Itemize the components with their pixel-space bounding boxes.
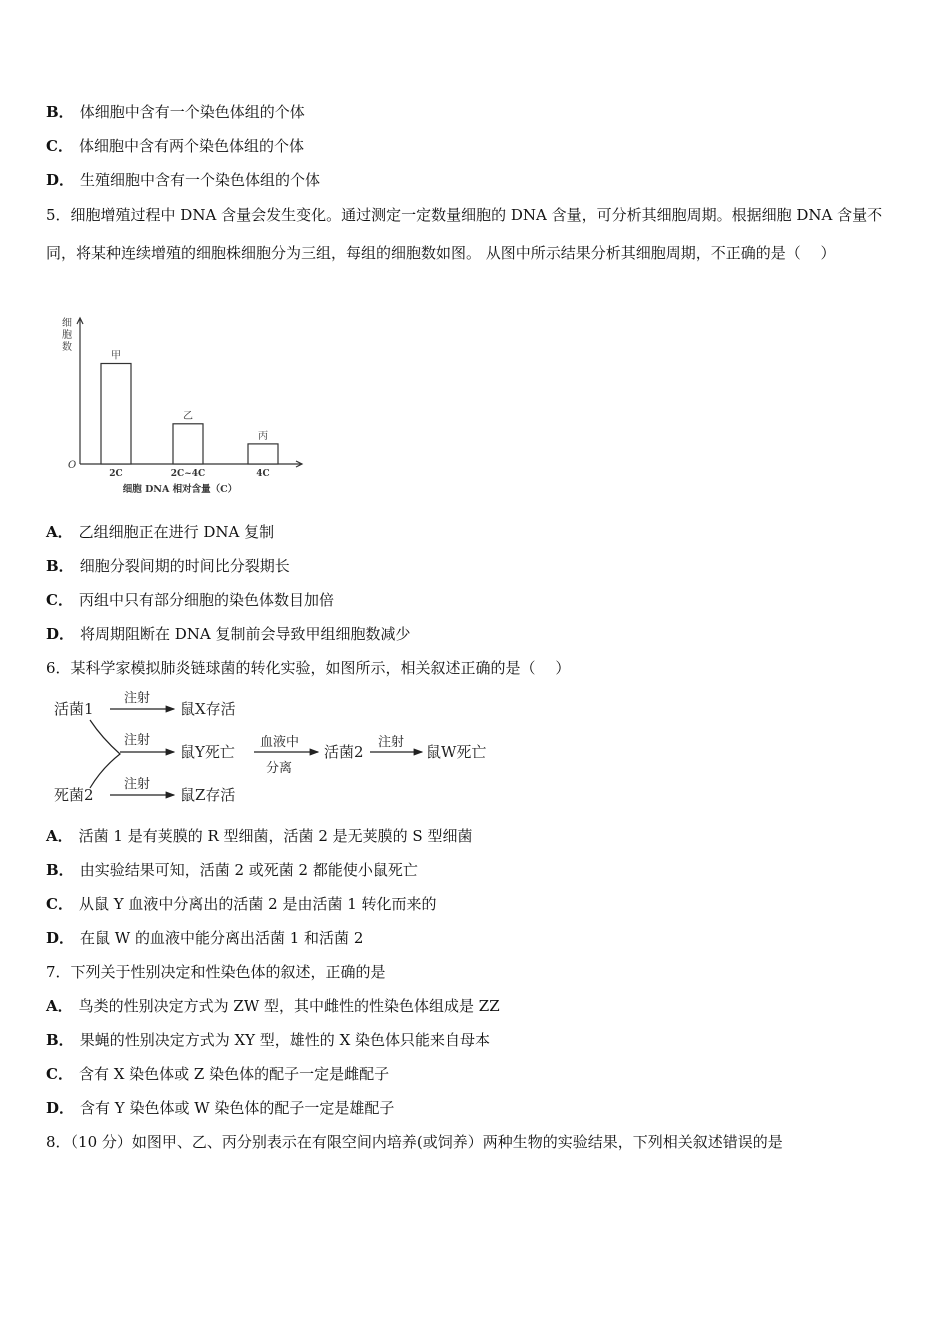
bar-3: [248, 444, 278, 464]
q6-option-b: B． 由实验结果可知，活菌 2 或死菌 2 都能使小鼠死亡: [46, 861, 418, 879]
transformation-experiment-diagram: [50, 688, 500, 812]
bar-1: [101, 364, 131, 465]
bar-group-label: 乙: [183, 410, 193, 422]
separate-label: 分离: [266, 761, 293, 776]
bar-group-label: 甲: [111, 350, 121, 362]
q6-option-d: D． 在鼠 W 的血液中能分离出活菌 1 和活菌 2: [46, 929, 364, 947]
q7-stem: 7．下列关于性别决定和性染色体的叙述，正确的是: [46, 963, 386, 981]
mouse-w-label: 鼠W死亡: [426, 743, 487, 761]
mouse-y-label: 鼠Y死亡: [180, 743, 235, 761]
q5-stem: 5．细胞增殖过程中 DNA 含量会发生变化。通过测定一定数量细胞的 DNA 含量，可分析其细胞周期。根据细胞 DNA 含量不同，将某种连续增殖的细胞株细胞分为三组，每组的细胞数如图。 从图中所示结果分析其细胞周期，不正确的是（ ）: [46, 206, 883, 262]
blood-label: 血液中: [260, 735, 300, 750]
mouse-z-label: 鼠Z存活: [180, 786, 236, 804]
inject-label-w: 注射: [378, 735, 405, 750]
q7-option-b: B． 果蝇的性别决定方式为 XY 型，雄性的 X 染色体只能来自母本: [46, 1031, 491, 1049]
q6-stem: 6．某科学家模拟肺炎链球菌的转化实验，如图所示，相关叙述正确的是（ ）: [46, 659, 571, 677]
dna-content-bar-chart: [58, 312, 314, 498]
q5-option-b: B． 细胞分裂间期的时间比分裂期长: [46, 557, 290, 575]
y-axis-label-char: 胞: [62, 330, 72, 341]
x-tick-label: 2C: [109, 469, 123, 479]
mouse-x-label: 鼠X存活: [180, 700, 236, 718]
q6-option-c: C． 从鼠 Y 血液中分离出的活菌 2 是由活菌 1 转化而来的: [46, 895, 437, 913]
bar-2: [173, 424, 203, 464]
y-axis-label-char: 数: [62, 342, 72, 353]
inject-label-z: 注射: [124, 777, 151, 792]
q5-option-c: C． 丙组中只有部分细胞的染色体数目加倍: [46, 591, 334, 609]
q5-option-d: D． 将周期阻断在 DNA 复制前会导致甲组细胞数减少: [46, 625, 411, 643]
live-bacteria-2-label: 活菌2: [324, 743, 364, 761]
q7-option-c: C． 含有 X 染色体或 Z 染色体的配子一定是雌配子: [46, 1065, 390, 1083]
bar-group-label: 丙: [258, 430, 268, 442]
q4-option-d: D． 生殖细胞中含有一个染色体组的个体: [46, 171, 321, 189]
q8-stem: 8．（10 分）如图甲、乙、丙分别表示在有限空间内培养(或饲养）两种生物的实验结果，下列相关叙述错误的是: [46, 1133, 783, 1151]
y-axis-label-char: 细: [62, 318, 72, 329]
inject-label-y: 注射: [124, 733, 151, 748]
x-tick-label: 2C~4C: [170, 469, 206, 479]
x-tick-label: 4C: [256, 469, 270, 479]
inject-label-x: 注射: [124, 691, 151, 706]
q4-option-c: C． 体细胞中含有两个染色体组的个体: [46, 137, 304, 155]
x-axis-label: 细胞 DNA 相对含量（C）: [122, 484, 238, 495]
live-bacteria-1-label: 活菌1: [54, 700, 94, 718]
q7-option-d: D． 含有 Y 染色体或 W 染色体的配子一定是雄配子: [46, 1099, 395, 1117]
origin-label: O: [68, 460, 77, 471]
q6-option-a: A． 活菌 1 是有荚膜的 R 型细菌，活菌 2 是无荚膜的 S 型细菌: [46, 827, 473, 845]
dead-bacteria-2-label: 死菌2: [54, 786, 94, 804]
q5-option-a: A． 乙组细胞正在进行 DNA 复制: [46, 523, 275, 541]
q4-option-b: B． 体细胞中含有一个染色体组的个体: [46, 103, 305, 121]
merge-bracket: [90, 720, 120, 788]
q7-option-a: A． 鸟类的性别决定方式为 ZW 型，其中雌性的性染色体组成是 ZZ: [46, 997, 500, 1015]
